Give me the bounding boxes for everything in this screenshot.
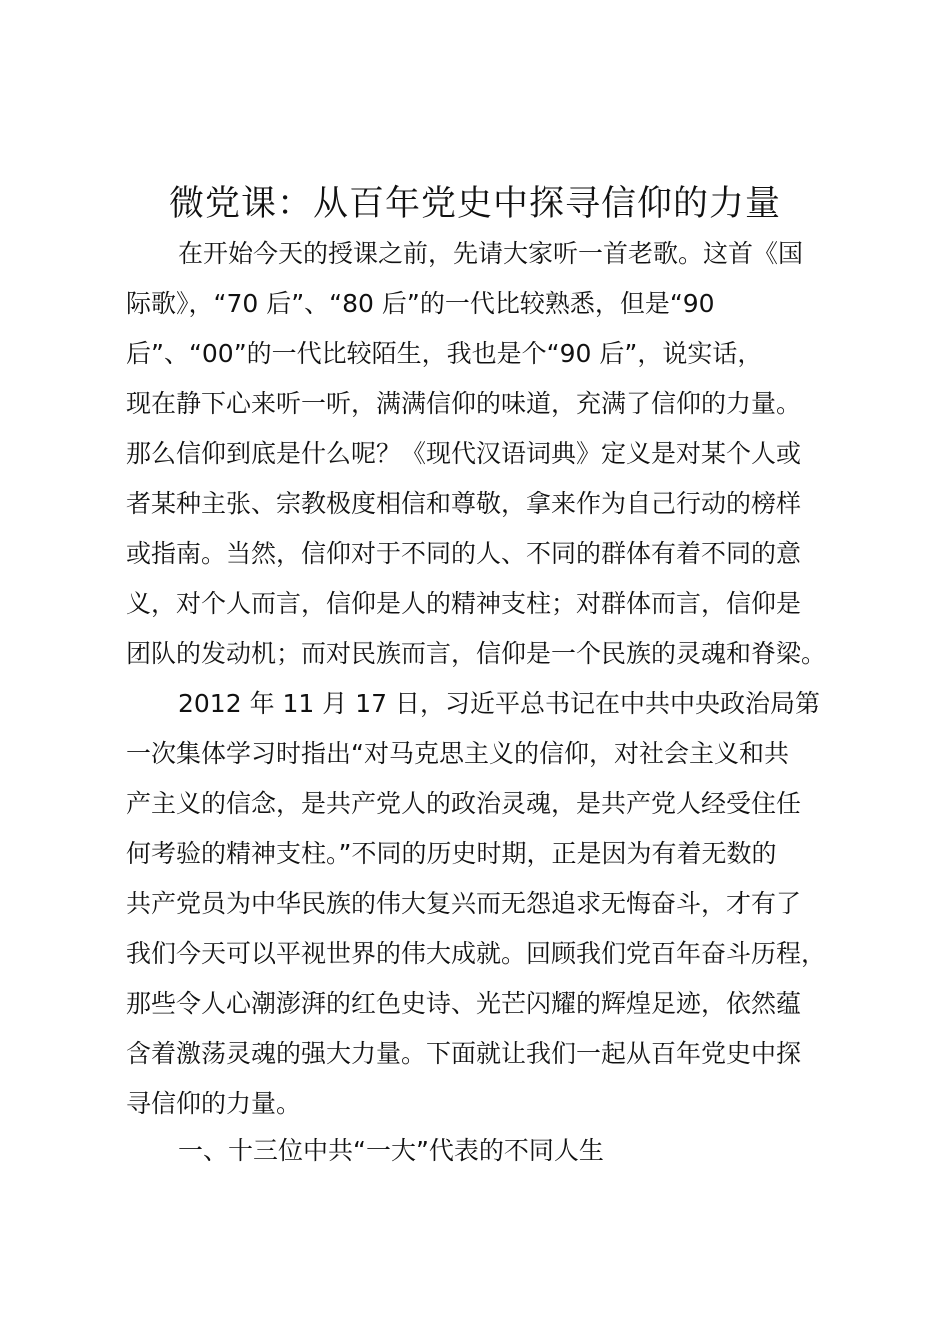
paragraph-line: 或指南。当然，信仰对于不同的人、不同的群体有着不同的意 [126, 539, 802, 568]
paragraph-line: 我们今天可以平视世界的伟大成就。回顾我们党百年奋斗历程， [126, 939, 827, 968]
section-heading: 一、十三位中共“一大”代表的不同人生 [178, 1136, 604, 1165]
paragraph-line: 后”、“00”的一代比较陌生，我也是个“90 后”，说实话， [126, 339, 763, 368]
paragraph-line: 那些令人心潮澎湃的红色史诗、光芒闪耀的辉煌足迹，依然蕴 [126, 989, 802, 1018]
document-title: 微党课：从百年党史中探寻信仰的力量 [168, 184, 781, 224]
paragraph-line: 何考验的精神支柱。”不同的历史时期，正是因为有着无数的 [126, 839, 777, 868]
paragraph-line: 产主义的信念，是共产党人的政治灵魂，是共产党人经受住任 [126, 789, 802, 818]
paragraph-line: 含着激荡灵魂的强大力量。下面就让我们一起从百年党史中探 [126, 1039, 802, 1068]
paragraph-line: 义，对个人而言，信仰是人的精神支柱；对群体而言，信仰是 [126, 589, 802, 618]
paragraph-line: 团队的发动机；而对民族而言，信仰是一个民族的灵魂和脊梁。 [126, 639, 827, 668]
paragraph-line: 那么信仰到底是什么呢？《现代汉语词典》定义是对某个人或 [126, 439, 802, 468]
document-body [126, 229, 838, 1129]
paragraph-line: 在开始今天的授课之前，先请大家听一首老歌。这首《国 [178, 239, 804, 268]
paragraph-line: 者某种主张、宗教极度相信和尊敬，拿来作为自己行动的榜样 [126, 489, 802, 518]
paragraph-quote [126, 679, 838, 1129]
paragraph-line: 一次集体学习时指出“对马克思主义的信仰，对社会主义和共 [126, 739, 789, 768]
paragraph-line: 寻信仰的力量。 [126, 1089, 302, 1118]
paragraph-line: 际歌》，“70 后”、“80 后”的一代比较熟悉，但是“90 [126, 289, 715, 318]
paragraph-intro [126, 229, 838, 679]
paragraph-line: 现在静下心来听一听，满满信仰的味道，充满了信仰的力量。 [126, 389, 802, 418]
paragraph-line: 2012 年 11 月 17 日，习近平总书记在中共中央政治局第 [178, 689, 820, 718]
paragraph-line: 共产党员为中华民族的伟大复兴而无怨追求无悔奋斗，才有了 [126, 889, 802, 918]
